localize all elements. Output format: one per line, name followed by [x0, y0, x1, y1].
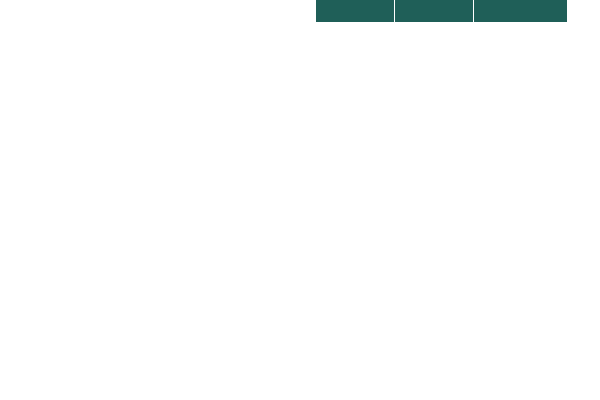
header-price: [474, 0, 568, 22]
table-header-row: [316, 0, 568, 22]
floor-plan: [40, 48, 300, 400]
header-number: [316, 0, 395, 22]
right-panel: [316, 0, 600, 400]
price-table: [316, 0, 568, 22]
header-m2: [395, 0, 474, 22]
